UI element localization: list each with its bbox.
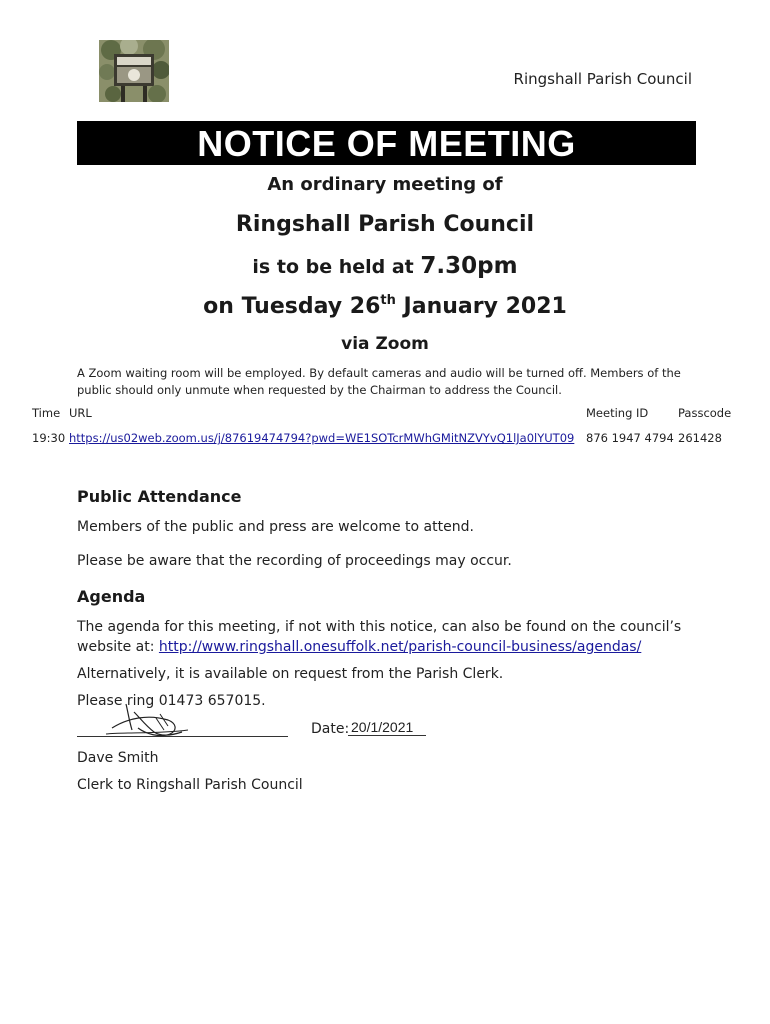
public-welcome-text: Members of the public and press are welcome to attend.: [77, 519, 474, 535]
zoom-link[interactable]: https://us02web.zoom.us/j/87619474794?pwd=WE1SOTcrMWhGMitNZVYvQ1lJa0lYUT09: [69, 431, 575, 445]
zoom-time: 19:30: [32, 431, 66, 445]
meeting-time: 7.30pm: [420, 253, 518, 279]
notice-title-banner: NOTICE OF MEETING: [77, 121, 696, 165]
alternative-text: Alternatively, it is available on request from the Parish Clerk.: [77, 666, 504, 682]
organisation-name: Ringshall Parish Council: [513, 70, 692, 88]
meeting-intro: An ordinary meeting of: [267, 174, 503, 195]
meeting-time-prefix: is to be held at: [252, 256, 421, 278]
phone-text: Please ring 01473 657015.: [77, 693, 266, 709]
table-header-time: Time: [32, 406, 61, 420]
recording-notice-text: Please be aware that the recording of proceedings may occur.: [77, 553, 512, 569]
public-attendance-heading: Public Attendance: [77, 487, 242, 506]
clerk-name: Dave Smith: [77, 750, 159, 766]
meeting-venue: via Zoom: [341, 334, 429, 354]
table-header-meeting-id: Meeting ID: [586, 406, 649, 420]
date-value: 20/1/2021: [348, 719, 426, 736]
agenda-text-body: The agenda for this meeting, if not with this notice, can also be found on the council’s website at:: [77, 619, 682, 655]
zoom-meeting-id: 876 1947 4794: [586, 431, 674, 445]
meeting-date-prefix: on Tuesday 26: [203, 294, 381, 319]
agenda-heading: Agenda: [77, 587, 146, 606]
table-header-url: URL: [69, 406, 92, 420]
signature-icon: [98, 690, 198, 740]
zoom-passcode: 261428: [678, 431, 722, 445]
parish-sign-logo-icon: [99, 40, 169, 102]
zoom-note: A Zoom waiting room will be employed. By default cameras and audio will be turned off. Members of the public should only unmute when requested by the Chairman to address the Council.: [77, 366, 681, 397]
agenda-text: [77, 617, 717, 657]
table-header-passcode: Passcode: [678, 406, 732, 420]
clerk-role: Clerk to Ringshall Parish Council: [77, 777, 303, 793]
meeting-date-line: [0, 293, 770, 319]
council-name: Ringshall Parish Council: [235, 212, 535, 237]
agenda-link[interactable]: http://www.ringshall.onesuffolk.net/parish-council-business/agendas/: [158, 639, 642, 655]
date-label: Date:: [311, 721, 350, 737]
meeting-date-ordinal: th: [380, 293, 396, 308]
meeting-date-suffix: January 2021: [395, 294, 567, 319]
meeting-time-line: [0, 253, 770, 279]
